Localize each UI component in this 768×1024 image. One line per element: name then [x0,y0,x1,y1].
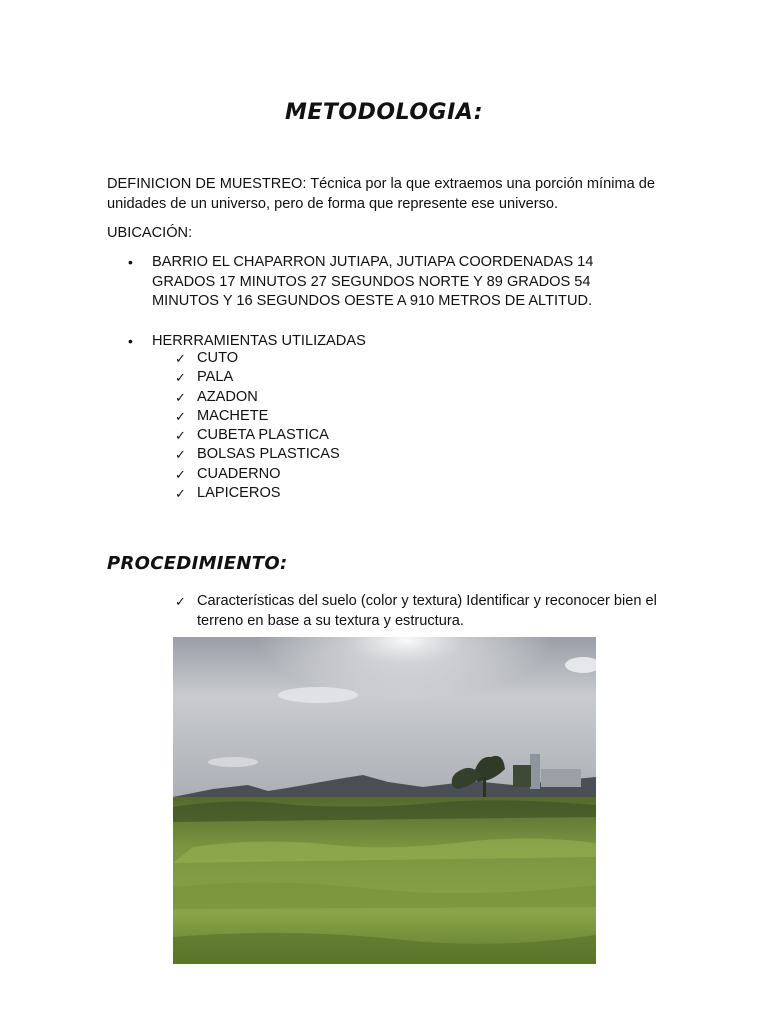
list-item [175,388,475,407]
tool-label: CUBETA PLASTICA [197,427,329,444]
checkmark-icon: ✓ [175,351,186,366]
tool-label: CUTO [197,350,239,366]
list-item [175,465,475,484]
checkmark-icon: ✓ [175,428,186,444]
checkmark-icon: ✓ [175,370,186,386]
bullet-location-text: BARRIO EL CHAPARRON JUTIAPA, JUTIAPA COORDENADAS 14 GRADOS 17 MINUTOS 27 SEGUNDOS NORTE Y 89 GRADOS 54 MINUTOS Y 16 SEGUNDOS OESTE A 910 METROS DE ALTITUD. [152,254,594,309]
page-title: METODOLOGIA: [284,100,483,125]
bullet-tools-text: HERRRAMIENTAS UTILIZADAS [152,333,366,349]
tool-label: CUADERNO [197,465,281,482]
checkmark-icon: ✓ [175,408,186,424]
list-item [175,349,475,368]
ubicacion-label: UBICACIÓN: [107,225,193,241]
bullet-location [128,253,648,313]
list-item [175,368,475,387]
bullet-icon: • [128,333,133,349]
checkmark-icon: ✓ [175,447,186,463]
tool-label: LAPICEROS [197,485,281,502]
definition-paragraph: DEFINICION DE MUESTREO: Técnica por la que extraemos una porción mínima de unidades de un universo, pero de forma que represente ese universo. [107,176,656,212]
checkmark-icon: ✓ [175,389,186,405]
tool-label: PALA [197,369,234,386]
list-item [175,445,475,464]
checkmark-icon: ✓ [175,594,186,609]
checkmark-icon: ✓ [175,486,186,502]
checkmark-icon: ✓ [175,466,186,482]
procedure-item-text: Características del suelo (color y textura) Identificar y reconocer bien el terreno en base a su textura y estructura. [197,593,657,629]
list-item [175,426,475,445]
list-item [175,407,475,426]
tool-label: BOLSAS PLASTICAS [197,446,340,463]
field-photo [173,637,596,964]
tool-label: MACHETE [197,407,269,424]
tools-checklist [175,349,475,503]
list-item [175,484,475,503]
bullet-icon: • [128,254,133,270]
procedure-title: PROCEDIMIENTO: [107,553,288,574]
tool-label: AZADON [197,388,258,405]
